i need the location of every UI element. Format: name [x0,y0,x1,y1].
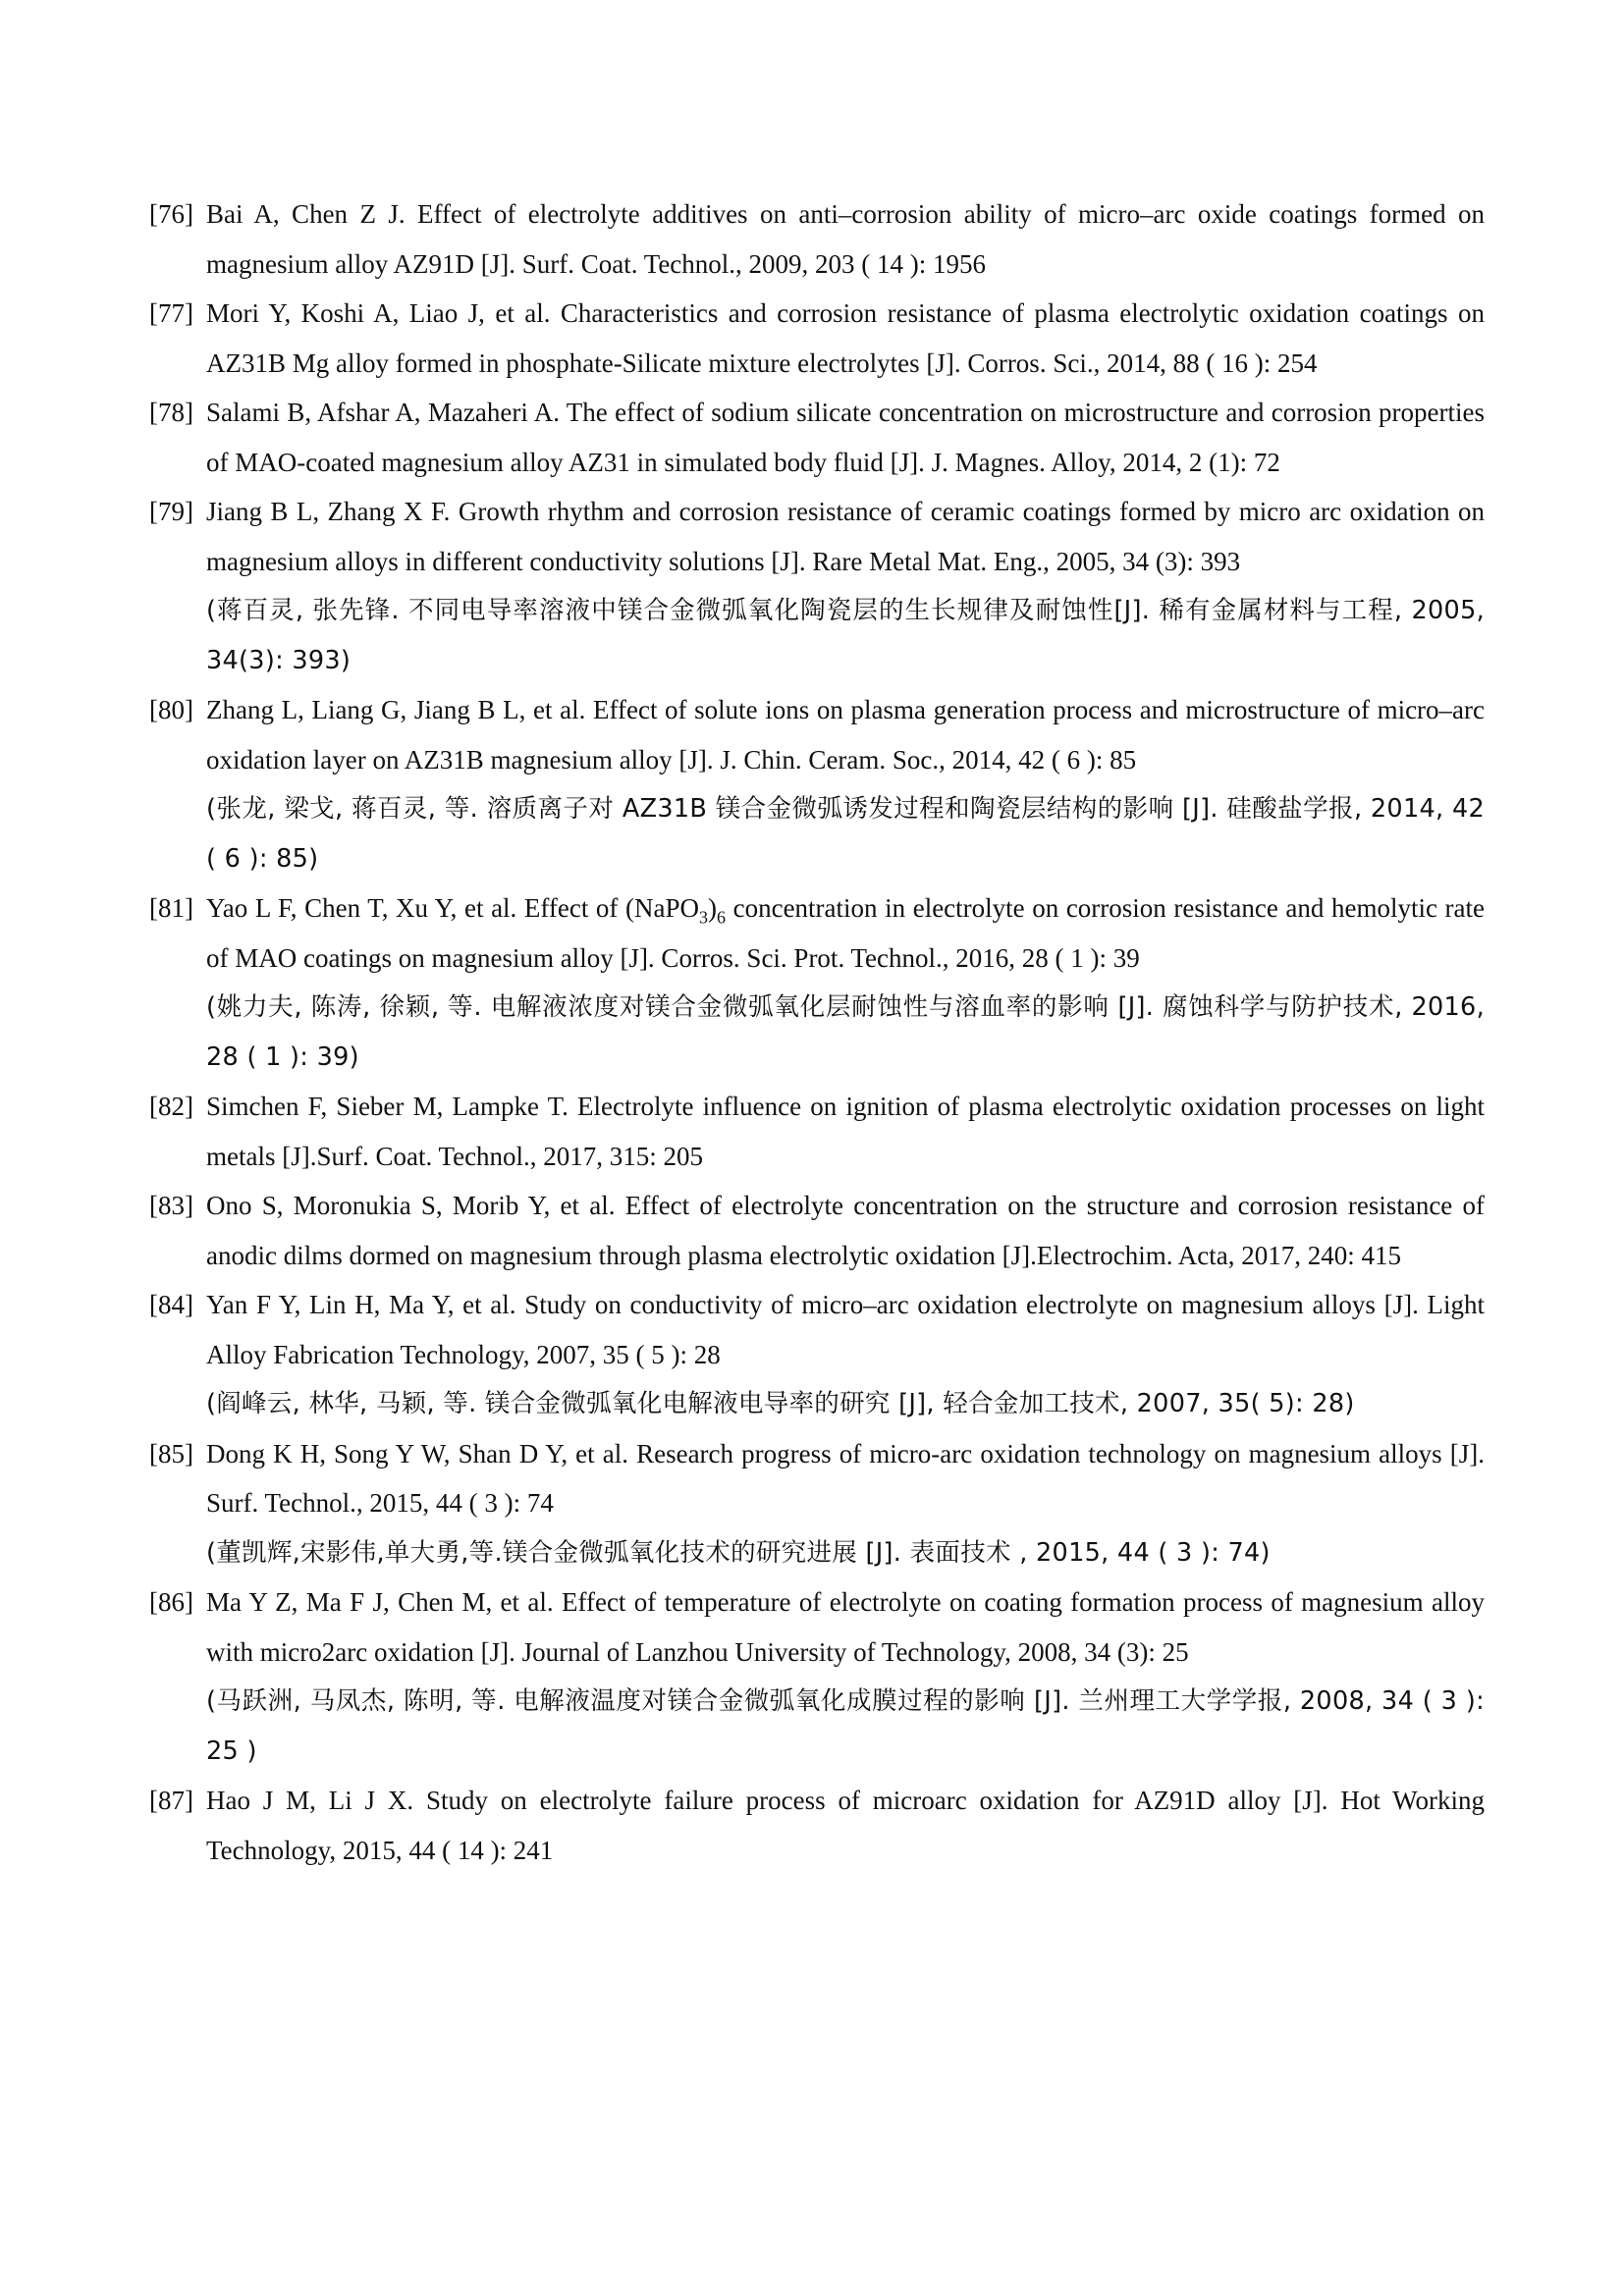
reference-number: [80] [149,695,193,724]
reference-number: [77] [149,298,193,328]
reference-chinese: (姚力夫, 陈涛, 徐颖, 等. 电解液浓度对镁合金微弧氧化层耐蚀性与溶血率的影响 [J]. 腐蚀科学与防护技术, 2016, 28 ( 1 ): 39) [206,992,1485,1072]
reference-body [206,1082,1485,1181]
reference-english: Jiang B L, Zhang X F. Growth rhythm and corrosion resistance of ceramic coatings formed by micro arc oxidation on magnesium alloys in different conductivity solutions [J]. Rare Metal Mat. Eng., 2005, 34 (3): 393 [206,497,1485,576]
reference-english: Salami B, Afshar A, Mazaheri A. The effect of sodium silicate concentration on microstructure and corrosion properties of MAO-coated magnesium alloy AZ31 in simulated body fluid [J]. J. Magnes. Alloy, 2014, 2 (1): 72 [206,398,1485,477]
reference-number: [87] [149,1786,193,1815]
reference-chinese: (董凯辉,宋影伟,单大勇,等.镁合金微弧氧化技术的研究进展 [J]. 表面技术 , 2015, 44 ( 3 ): 74) [206,1537,1271,1568]
reference-english-part: ) [708,893,718,923]
reference-body [206,1181,1485,1280]
reference-87 [149,1776,1485,1875]
reference-english: Mori Y, Koshi A, Liao J, et al. Characteristics and corrosion resistance of plasma electrolytic oxidation coatings on AZ31B Mg alloy formed in phosphate-Silicate mixture electrolytes [J]. Corros. Sci., 2014, 88 ( 16 ): 254 [206,298,1485,378]
reference-number: [78] [149,398,193,427]
reference-body [206,685,1485,883]
reference-chinese: (马跃洲, 马凤杰, 陈明, 等. 电解液温度对镁合金微弧氧化成膜过程的影响 [J]. 兰州理工大学学报, 2008, 34 ( 3 ): 25 ) [206,1686,1485,1766]
reference-84 [149,1280,1485,1429]
reference-80 [149,685,1485,883]
reference-english: Zhang L, Liang G, Jiang B L, et al. Effect of solute ions on plasma generation process and microstructure of micro–arc oxidation layer on AZ31B magnesium alloy [J]. J. Chin. Ceram. Soc., 2014, 42 ( 6 ): 85 [206,695,1485,774]
reference-chinese: (张龙, 梁戈, 蒋百灵, 等. 溶质离子对 AZ31B 镁合金微弧诱发过程和陶瓷层结构的影响 [J]. 硅酸盐学报, 2014, 42 ( 6 ): 85) [206,794,1485,874]
reference-number: [76] [149,199,193,229]
reference-english: Simchen F, Sieber M, Lampke T. Electrolyte influence on ignition of plasma electrolytic oxidation processes on light metals [J].Surf. Coat. Technol., 2017, 315: 205 [206,1092,1485,1171]
reference-number: [81] [149,893,193,923]
reference-list [149,189,1485,1875]
reference-78 [149,388,1485,487]
reference-body [206,1429,1485,1578]
reference-english [206,883,1485,983]
reference-body [206,1280,1485,1429]
reference-english: Dong K H, Song Y W, Shan D Y, et al. Research progress of micro-arc oxidation technology on magnesium alloys [J]. Surf. Technol., 2015, 44 ( 3 ): 74 [206,1438,1485,1518]
reference-76 [149,189,1485,289]
reference-85 [149,1429,1485,1578]
reference-english: Hao J M, Li J X. Study on electrolyte failure process of microarc oxidation for AZ91D alloy [J]. Hot Working Technology, 2015, 44 ( 14 ): 241 [206,1786,1485,1865]
reference-english: Ono S, Moronukia S, Morib Y, et al. Effect of electrolyte concentration on the structure and corrosion resistance of anodic dilms dormed on magnesium through plasma electrolytic oxidation [J].Electrochim. Acta, 2017, 240: 415 [206,1191,1485,1270]
reference-81 [149,883,1485,1082]
reference-83 [149,1181,1485,1280]
reference-number: [86] [149,1587,193,1617]
reference-86 [149,1577,1485,1776]
reference-body [206,289,1485,388]
chemical-subscript: 6 [717,907,727,928]
reference-english: Yan F Y, Lin H, Ma Y, et al. Study on conductivity of micro–arc oxidation electrolyte on magnesium alloys [J]. Light Alloy Fabrication Technology, 2007, 35 ( 5 ): 28 [206,1290,1485,1369]
reference-english: Ma Y Z, Ma F J, Chen M, et al. Effect of temperature of electrolyte on coating formation process of magnesium alloy with micro2arc oxidation [J]. Journal of Lanzhou University of Technology, 2008, 34 (3): 25 [206,1587,1485,1667]
reference-body [206,1776,1485,1875]
chemical-subscript: 3 [699,907,709,928]
reference-number: [85] [149,1438,193,1468]
reference-number: [83] [149,1191,193,1220]
reference-number: [82] [149,1092,193,1121]
reference-79 [149,487,1485,685]
reference-number: [84] [149,1290,193,1319]
reference-chinese: (阎峰云, 林华, 马颖, 等. 镁合金微弧氧化电解液电导率的研究 [J], 轻合金加工技术, 2007, 35( 5): 28) [206,1389,1355,1418]
reference-body [206,883,1485,1082]
reference-english: Bai A, Chen Z J. Effect of electrolyte additives on anti–corrosion ability of micro–arc oxide coatings formed on magnesium alloy AZ91D [J]. Surf. Coat. Technol., 2009, 203 ( 14 ): 1956 [206,199,1485,279]
reference-body [206,1577,1485,1776]
reference-number: [79] [149,497,193,526]
reference-77 [149,289,1485,388]
reference-82 [149,1082,1485,1181]
reference-body [206,487,1485,685]
reference-english-part: concentration in electrolyte on corrosion resistance and hemolytic rate of MAO coatings on magnesium alloy [J]. Corros. Sci. Prot. Technol., 2016, 28 ( 1 ): 39 [206,893,1486,973]
reference-body [206,388,1485,487]
reference-chinese: (蒋百灵, 张先锋. 不同电导率溶液中镁合金微弧氧化陶瓷层的生长规律及耐蚀性[J]. 稀有金属材料与工程, 2005, 34(3): 393) [206,596,1485,675]
reference-english-part: Yao L F, Chen T, Xu Y, et al. Effect of (NaPO [206,893,700,923]
reference-body [206,189,1485,289]
